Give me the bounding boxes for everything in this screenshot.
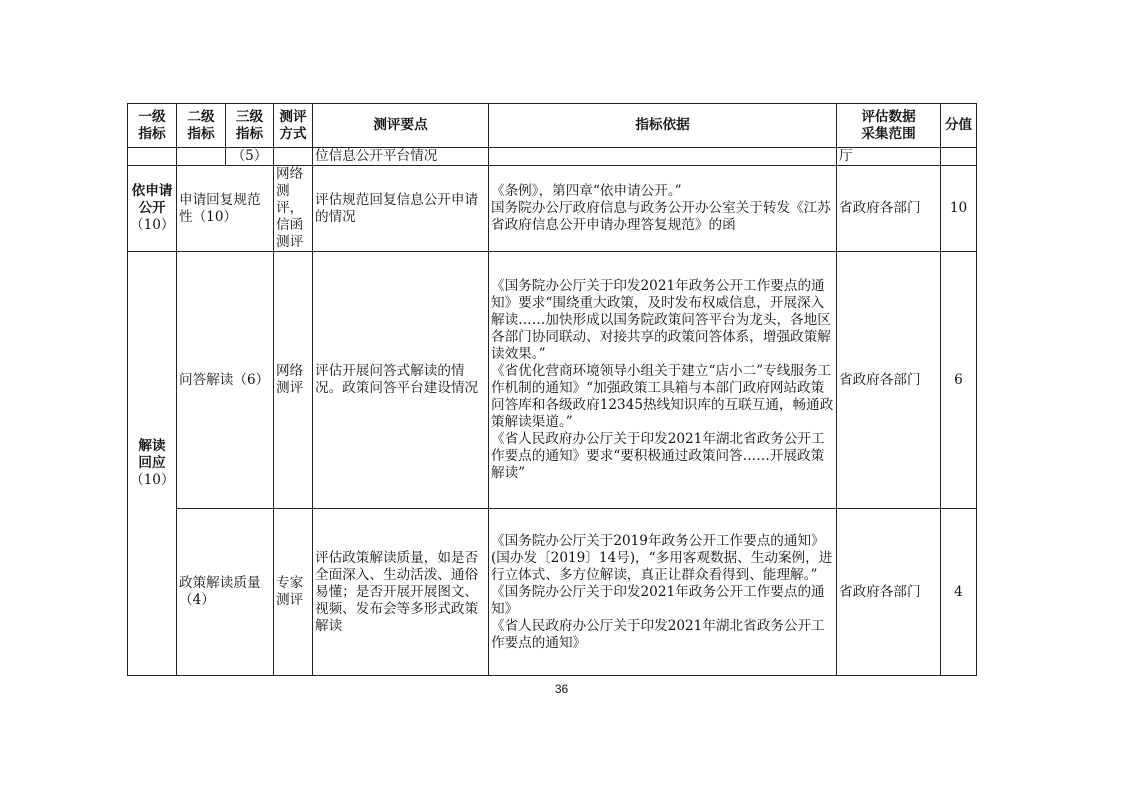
- apply-scope: 省政府各部门: [837, 166, 941, 252]
- quality-score: 4: [941, 509, 977, 676]
- cont-level2: [177, 148, 226, 166]
- interpret-level1-line2: 回应: [138, 455, 166, 471]
- apply-level2: 申请回复规范性（10）: [177, 166, 274, 252]
- page-number: 36: [554, 682, 569, 696]
- quality-level2: 政策解读质量（4）: [177, 509, 274, 676]
- cont-basis: [489, 148, 837, 166]
- header-method: [274, 104, 313, 148]
- cont-level1: [128, 148, 177, 166]
- header-method-line2: 方式: [279, 125, 307, 142]
- cont-method: [274, 148, 313, 166]
- evaluation-index-table: [127, 103, 977, 676]
- qa-basis-para1: 《国务院办公厅关于印发2021年政务公开工作要点的通知》要求“围绕重大政策，及时发布权威信息，开展深入解读……加快形成以国务院政策问答平台为龙头，各地区各部门协同联动、对接共享的政策问答体系，增强政策解读效果。”: [491, 278, 831, 362]
- quality-method: 专家测评: [274, 509, 313, 676]
- header-row: [128, 104, 977, 148]
- header-level2-line1: 二级: [187, 108, 215, 125]
- header-level1-line2: 指标: [138, 125, 166, 142]
- header-level2: [177, 104, 226, 148]
- quality-basis-para3: 《省人民政府办公厅关于印发2021年湖北省政务公开工作要点的通知》: [491, 617, 825, 651]
- header-level2-line2: 指标: [187, 125, 215, 142]
- qa-points: 评估开展问答式解读的情况。政策问答平台建设情况: [313, 252, 489, 509]
- quality-row: [128, 509, 977, 676]
- qa-score: 6: [941, 252, 977, 509]
- interpret-level1: [128, 252, 177, 676]
- quality-basis-para2: 《国务院办公厅关于印发2021年政务公开工作要点的通知》: [491, 583, 825, 617]
- header-level3: [226, 104, 274, 148]
- apply-level1-score: （10）: [130, 217, 175, 233]
- qa-basis-para3: 《省人民政府办公厅关于印发2021年湖北省政务公开工作要点的通知》要求“要积极通过政策问答……开展政策解读”: [491, 431, 825, 481]
- apply-basis: [489, 166, 837, 252]
- apply-basis-para1: 《条例》，第四章“依申请公开。”: [491, 183, 682, 199]
- qa-level2: 问答解读（6）: [177, 252, 274, 509]
- header-points: 测评要点: [313, 104, 489, 148]
- interpret-level1-line1: 解读: [138, 438, 166, 454]
- header-method-line1: 测评: [279, 108, 307, 125]
- cont-scope: 厅: [837, 148, 941, 166]
- qa-method: 网络测评: [274, 252, 313, 509]
- header-level3-line2: 指标: [235, 125, 264, 142]
- header-scope-line2: 采集范围: [861, 125, 916, 142]
- apply-score: 10: [941, 166, 977, 252]
- apply-level1: [128, 166, 177, 252]
- header-score: 分值: [941, 104, 977, 148]
- quality-basis-para1: 《国务院办公厅关于2019年政务公开工作要点的通知》(国办发〔2019〕14号)，“多用客观数据、生动案例，进行立体式、多方位解读，真正让群众看得到、能理解。”: [491, 532, 833, 583]
- header-scope: [837, 104, 941, 148]
- qa-basis-para2: 《省优化营商环境领导小组关于建立“店小二”专线服务工作机制的通知》“加强政策工具箱与本部门政府网站政策问答库和各级政府12345热线知识库的互联互通，畅通政策解读渠道。”: [491, 363, 834, 430]
- apply-points: 评估规范回复信息公开申请的情况: [313, 166, 489, 252]
- qa-row: [128, 252, 977, 509]
- quality-scope: 省政府各部门: [837, 509, 941, 676]
- qa-basis: [489, 252, 837, 509]
- apply-method: 网络测评，信函测评: [274, 166, 313, 252]
- apply-level1-line1: 依申请: [131, 183, 173, 199]
- apply-level1-line2: 公开: [138, 200, 166, 216]
- cont-level3: （5）: [226, 148, 274, 166]
- header-basis: 指标依据: [489, 104, 837, 148]
- cont-points: 位信息公开平台情况: [313, 148, 489, 166]
- header-scope-line1: 评估数据: [861, 108, 916, 125]
- cont-score: [941, 148, 977, 166]
- quality-basis: [489, 509, 837, 676]
- quality-points: 评估政策解读质量，如是否全面深入、生动活泼、通俗易懂；是否开展开展图文、视频、发布会等多形式政策解读: [313, 509, 489, 676]
- qa-scope: 省政府各部门: [837, 252, 941, 509]
- interpret-level1-score: （10）: [130, 472, 175, 488]
- header-level1-line1: 一级: [138, 108, 166, 125]
- continuation-row: [128, 148, 977, 166]
- header-level3-line1: 三级: [235, 108, 264, 125]
- apply-basis-para2: 国务院办公厅政府信息与政务公开办公室关于转发《江苏省政府信息公开申请办理答复规范》的函: [491, 200, 831, 233]
- header-level1: [128, 104, 177, 148]
- apply-row: [128, 166, 977, 252]
